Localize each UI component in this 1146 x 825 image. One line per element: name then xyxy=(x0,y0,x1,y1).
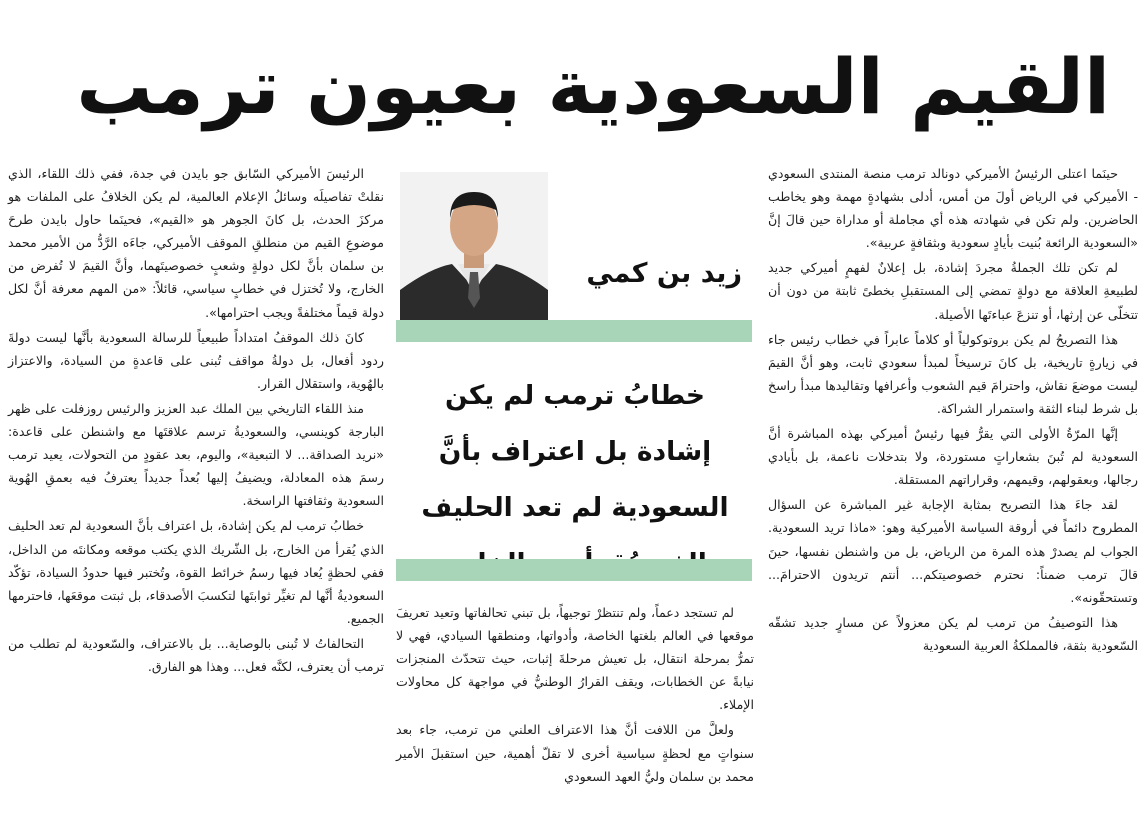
paragraph: إنَّها المرّةُ الأولى التي يقرُّ فيها رئيسٌ أميركي بهذه المباشرة أنَّ السعودية لم تُبنَ بشعاراتٍ مستوردة، ولا بتدخلات ناعمة، بل بأيادي رجالها، وبعقولهم، وقيمهم، وقراراتهم المستقلة. xyxy=(768,426,1138,488)
accent-bar-top xyxy=(396,320,752,342)
article-column-middle xyxy=(396,601,754,790)
paragraph: حينَما اعتلى الرئيسُ الأميركي دونالد ترمب منصة المنتدى السعودي - الأميركي في الرياض أولَ من أمس، أدلى بشهادةٍ مهمة وهو يخاطب الحاضرين. ولم تكن في شهادته هذه أي مجاملة أو مداراة حين قالَ إنَّ «السعودية الرائعة بُنيت بأيادٍ سعودية وبثقافةٍ عربية». xyxy=(768,166,1138,251)
paragraph: لم تستجد دعماً، ولم تنتظرْ توجيهاً، بل تبني تحالفاتها وتعيد تعريفَ موقعها في العالم بلغتها الخاصة، وأدواتها، ومنطقها السيادي، فهي لا تمرُّ بمرحلة انتقال، بل تعيش مرحلةَ إثبات، حيث تتحدّث المنجزات نيابةً عن الخطابات، ويقف القرارُ الوطنيُّ في مواجهة كل محاولات الإملاء. xyxy=(396,605,754,713)
paragraph: لقد جاءَ هذا التصريح بمثابة الإجابة غير المباشرة عن السؤال المطروح دائماً في أروقة السياسة الأميركية وهو: «ماذا تريد السعودية. الجواب لم يصدرْ هذه المرة من الرياض، بل من واشنطن نفسها، حينَ قالَ ترمب ضمناً: نحترم خصوصيتكم... أنتم تريدون الاحترامَ... وتستحقّونه». xyxy=(768,497,1138,605)
accent-bar-bottom xyxy=(396,559,752,581)
paragraph: هذا التوصيفُ من ترمب لم يكن معزولاً عن مسارٍ جديد تشقّه السّعودية بثقة، فالمملكةُ العربية السعودية xyxy=(768,614,1138,653)
author-name: زيد بن كمي xyxy=(586,258,742,289)
paragraph: لم تكن تلك الجملةُ مجردَ إشادة، بل إعلانٌ لفهمٍ أميركي جديد لطبيعةِ العلاقة مع دولةٍ تمضي إلى المستقبلِ بخطىً ثابتة من دون أن تتخلّى عن إرثها، أو تنزعَ عباءتَها الأصيلة. xyxy=(768,260,1138,322)
paragraph: منذ اللقاء التاريخي بين الملك عبد العزيز والرئيس روزفلت على ظهر البارجة كوينسي، والسعوديةُ ترسم علاقتَها مع واشنطن على قاعدة: «نريد الصداقة... لا التبعية»، واليوم، بعد عقودٍ من التحولات، يعيد ترمب رسمَ هذه المعادلة، ويضيفُ إليها بُعداً جديداً يعترفُ فيه بعمقِ الهُوية السعودية وثقافتها الراسخة. xyxy=(8,400,384,509)
author-portrait xyxy=(400,172,548,320)
paragraph: التحالفاتُ لا تُبنى بالوصاية... بل بالاعتراف، والسّعودية لم تطلب من ترمب أن يعترف، لكنَّه فعل... وهذا هو الفارق. xyxy=(8,635,384,674)
headline: القيم السعودية بعيون ترمب xyxy=(76,42,1110,131)
pull-quote: خطابُ ترمب لم يكن إشادة بل اعتراف بأنَّ السعودية لم تعد الحليف xyxy=(421,380,729,523)
paragraph: ولعلَّ من اللافت أنَّ هذا الاعتراف العلني من ترمب، جاء بعد سنواتٍ مع لحظةٍ سياسية أخرى لا تقلّ أهمية، حين استقبلَ الأمير محمد بن سلمان وليُّ العهد السعودي xyxy=(396,722,754,784)
paragraph: هذا التصريحُ لم يكن بروتوكولياً أو كلاماً عابراً في خطاب رئيس جاء في زيارةٍ تاريخية، بل كانَ ترسيخاً لمبدأ سعودي ثابت، وهو أنَّ القيمَ ليست موضعَ نقاش، واحترامَ قيم الشعوب وأعرافها وتقاليدها مبدأ راسخ بل شرط لبناء الثقة واستمرار الشراكة. xyxy=(768,331,1138,416)
author-box xyxy=(396,162,754,322)
article-column-left xyxy=(8,162,384,680)
paragraph: الرئيسَ الأميركي السّابق جو بايدن في جدة، ففي ذلك اللقاء، الذي نقلتْ تفاصيلَه وسائلُ الإعلام العالمية، لم يكن الخلافُ على الملفات هو مركزَ الحدث، بل كانَ الجوهر هو «القيم»، فحينَما حاول بايدن طرحَ موضوعِ القيم من منطلقِ الموقف الأميركي، جاءَه الرَّدُّ من الأمير محمد بن سلمان بأنَّ لكل دولةٍ وشعبٍ خصوصيتَهما، وأنَّ القيمَ لا تُفرض من الخارج، ولا تُختزل في خطابٍ سياسي، قائلاً: «من المهم معرفة أنَّ لكل دولة قيماً مختلفةً ويجب احترامها». xyxy=(8,166,384,320)
paragraph: كانَ ذلك الموقفُ امتداداً طبيعياً للرسالة السعودية بأنَّها ليست دولةَ ردود أفعال، بل دولةُ مواقف تُبنى على قاعدةٍ من السيادة، والاعتزاز بالهُوية، واستقلال القرار. xyxy=(8,329,384,391)
article-column-right xyxy=(768,162,1138,659)
paragraph: خطابُ ترمب لم يكن إشادة، بل اعتراف بأنَّ السعودية لم تعد الحليف الذي يُقرأ من الخارج، بل الشّريك الذي يكتب موقعه ومكانتَه من الداخل، ففي لحظةٍ يُعاد فيها رسمُ خرائط القوة، وتُختبر فيها حدودُ السيادة، تؤكّد السعوديةُ أنَّها لم تغيِّر ثوابتَها لتكسبَ الأصدقاء، بل ثبتت موقعَها، فاحترمها الجميع. xyxy=(8,518,384,626)
